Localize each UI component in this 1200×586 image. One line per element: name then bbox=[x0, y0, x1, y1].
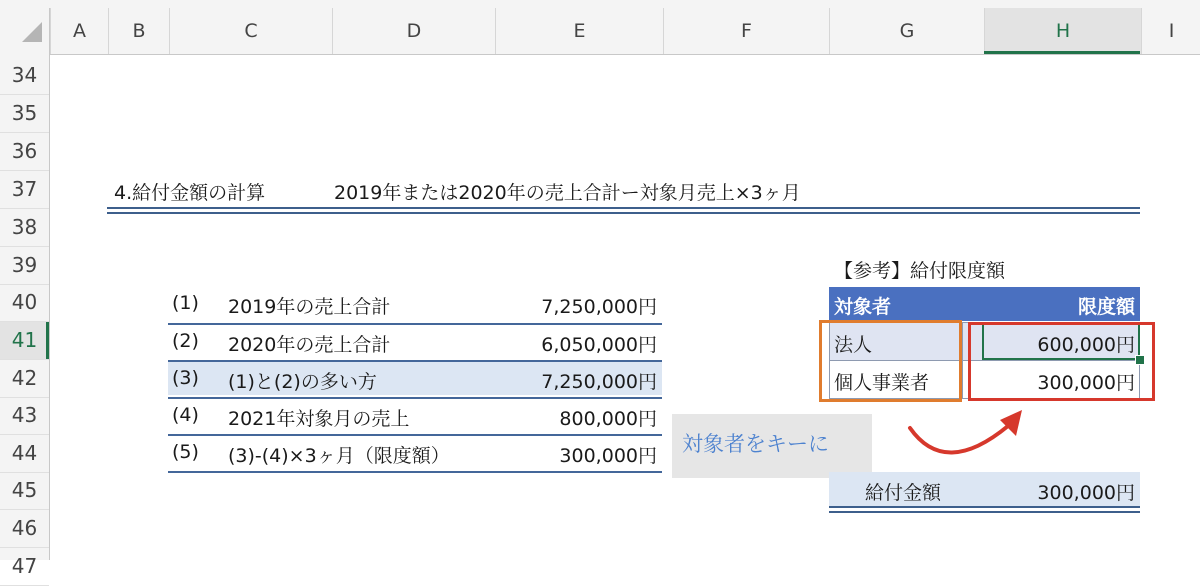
row-divider bbox=[168, 434, 662, 436]
row-header-42[interactable]: 42 bbox=[0, 360, 49, 398]
row-header-39[interactable]: 39 bbox=[0, 247, 49, 285]
column-header-h[interactable]: H bbox=[984, 8, 1141, 54]
row-header-43[interactable]: 43 bbox=[0, 397, 49, 435]
column-header-g[interactable]: G bbox=[829, 8, 984, 54]
reference-col-target[interactable]: 対象者 bbox=[834, 296, 892, 318]
column-header-a[interactable]: A bbox=[50, 8, 108, 54]
calc-row-label[interactable]: 2019年の売上合計 bbox=[228, 296, 391, 318]
row-header-bar bbox=[0, 54, 50, 578]
row-header-45[interactable]: 45 bbox=[0, 472, 49, 510]
section-formula[interactable]: 2019年または2020年の売上合計ー対象月売上×3ヶ月 bbox=[334, 182, 801, 204]
calc-row-number[interactable]: (3) bbox=[172, 367, 199, 389]
row-divider bbox=[168, 323, 662, 325]
calc-row-number[interactable]: (2) bbox=[172, 330, 199, 352]
row-divider bbox=[168, 471, 662, 473]
row-header-46[interactable]: 46 bbox=[0, 510, 49, 548]
calc-row-number[interactable]: (5) bbox=[172, 441, 199, 463]
row-header-37[interactable]: 37 bbox=[0, 171, 49, 209]
reference-col-limit[interactable]: 限度額 bbox=[1077, 296, 1135, 318]
row-header-35[interactable]: 35 bbox=[0, 95, 49, 133]
result-double-rule bbox=[829, 506, 1140, 513]
calc-row-label[interactable]: (3)-(4)×3ヶ月（限度額） bbox=[228, 445, 450, 467]
calc-row-value[interactable]: 7,250,000円 bbox=[541, 296, 657, 318]
limit-annotation-box bbox=[968, 322, 1155, 401]
row-selection-indicator bbox=[46, 322, 49, 359]
calc-row-label[interactable]: 2020年の売上合計 bbox=[228, 334, 391, 356]
reference-title[interactable]: 【参考】給付限度額 bbox=[834, 260, 1006, 282]
select-all-triangle-icon bbox=[22, 22, 42, 42]
column-header-e[interactable]: E bbox=[495, 8, 663, 54]
calc-row-value[interactable]: 7,250,000円 bbox=[541, 371, 657, 393]
reference-limit[interactable]: 600,000円 bbox=[1037, 334, 1135, 356]
column-selection-indicator bbox=[984, 51, 1140, 54]
target-annotation-box bbox=[819, 320, 962, 402]
calc-row-number[interactable]: (4) bbox=[172, 404, 199, 426]
row-header-44[interactable]: 44 bbox=[0, 435, 49, 473]
column-header-f[interactable]: F bbox=[663, 8, 829, 54]
calc-row-label[interactable]: 2021年対象月の売上 bbox=[228, 408, 410, 430]
calc-row-value[interactable]: 6,050,000円 bbox=[541, 334, 657, 356]
row-divider bbox=[168, 397, 662, 399]
calc-row-value[interactable]: 800,000円 bbox=[559, 408, 657, 430]
row-header-47[interactable]: 47 bbox=[0, 548, 49, 586]
callout-text: 対象者をキーに bbox=[682, 432, 829, 456]
column-header-c[interactable]: C bbox=[169, 8, 332, 54]
row-header-34[interactable]: 34 bbox=[0, 57, 49, 95]
reference-limit[interactable]: 300,000円 bbox=[1037, 372, 1135, 394]
row-header-38[interactable]: 38 bbox=[0, 209, 49, 247]
calc-row-number[interactable]: (1) bbox=[172, 292, 199, 314]
reference-target[interactable]: 個人事業者 bbox=[834, 372, 930, 394]
result-label[interactable]: 給付金額 bbox=[865, 482, 942, 504]
section-heading[interactable]: 4.給付金額の計算 bbox=[114, 182, 266, 204]
curved-arrow-icon bbox=[900, 400, 1040, 470]
row-divider bbox=[168, 360, 662, 362]
reference-target[interactable]: 法人 bbox=[834, 334, 873, 356]
row-header-40[interactable]: 40 bbox=[0, 284, 49, 322]
column-header-b[interactable]: B bbox=[108, 8, 169, 54]
column-header-i[interactable]: I bbox=[1141, 8, 1200, 54]
calc-row-label[interactable]: (1)と(2)の多い方 bbox=[228, 371, 377, 393]
row-header-41[interactable]: 41 bbox=[0, 322, 49, 360]
column-header-d[interactable]: D bbox=[332, 8, 495, 54]
calc-row-value[interactable]: 300,000円 bbox=[559, 445, 657, 467]
row-header-36[interactable]: 36 bbox=[0, 133, 49, 171]
section-double-rule bbox=[107, 207, 1140, 214]
result-value[interactable]: 300,000円 bbox=[1037, 482, 1135, 504]
reference-cell-border bbox=[962, 322, 963, 399]
